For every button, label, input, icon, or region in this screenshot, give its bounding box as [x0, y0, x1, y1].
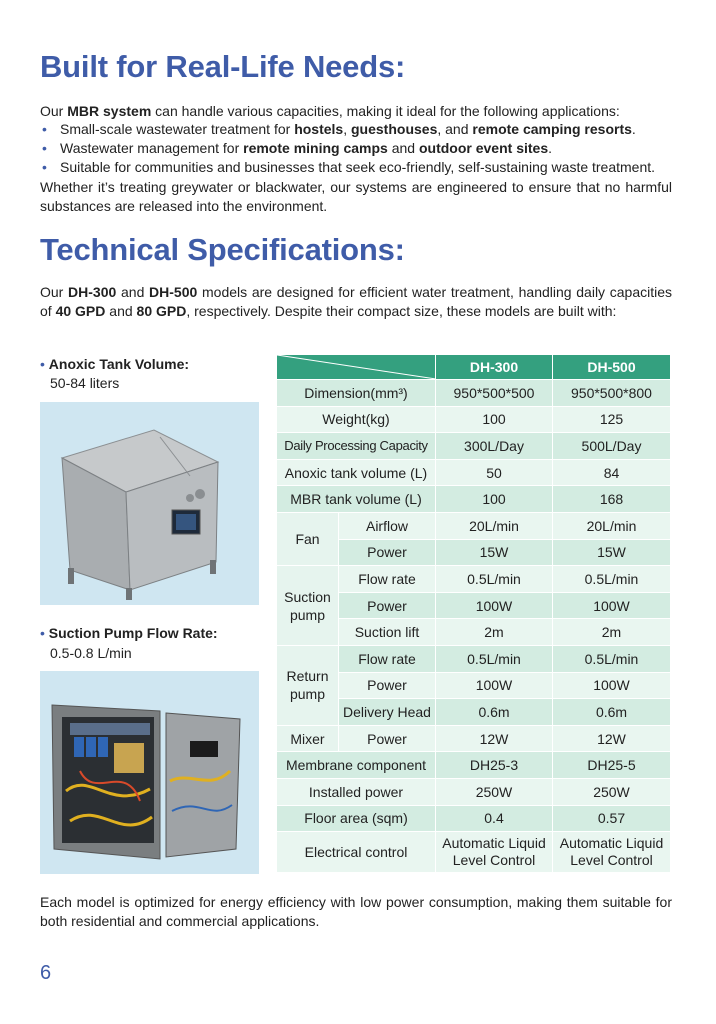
table-row — [277, 726, 671, 752]
cell-dh500: Automatic Liquid Level Control — [553, 832, 671, 872]
group-label-return-pump: Return pump — [277, 646, 339, 725]
environment-paragraph: Whether it’s treating greywater or blackwater, our systems are engineered to ensure that no harmful substances are released into the environment. — [40, 179, 672, 214]
cell-dh500: 0.6m — [553, 699, 671, 725]
row-sublabel: Power — [339, 593, 436, 619]
anoxic-volume-label: • Anoxic Tank Volume: — [40, 356, 190, 372]
table-row — [277, 779, 671, 805]
row-label: Membrane component — [277, 752, 436, 778]
cell-dh300: 12W — [436, 726, 553, 752]
cell-dh500: 2m — [553, 619, 671, 645]
cell-dh300: 2m — [436, 619, 553, 645]
cell-dh500: 250W — [553, 779, 671, 805]
cell-dh300: DH25-3 — [436, 752, 553, 778]
efficiency-paragraph: Each model is optimized for energy efficiency with low power consumption, making them suitable for both residential and commercial applications. — [40, 894, 672, 929]
row-sublabel: Airflow — [339, 513, 436, 539]
cell-dh300: 100 — [436, 486, 553, 512]
cell-dh500: DH25-5 — [553, 752, 671, 778]
table-row — [277, 646, 671, 672]
table-row — [277, 460, 671, 486]
table-header-row — [277, 355, 671, 379]
section-title-technical-specifications: Technical Specifications: — [40, 232, 405, 267]
row-label: MBR tank volume (L) — [277, 486, 436, 512]
cell-dh500: 100W — [553, 673, 671, 699]
table-row — [277, 566, 671, 592]
specs-intro-paragraph: Our DH-300 and DH-500 models are designed for efficient water treatment, handling daily capacities of 40 GPD and 80 GPD, respectively. Despite their compact size, these models are built with: — [40, 284, 673, 319]
header-corner — [277, 355, 436, 379]
row-sublabel: Power — [339, 726, 436, 752]
table-row — [277, 513, 671, 539]
cell-dh500: 950*500*800 — [553, 380, 671, 406]
cell-dh300: Automatic Liquid Level Control — [436, 832, 553, 872]
row-label: Installed power — [277, 779, 436, 805]
cell-dh300: 50 — [436, 460, 553, 486]
header-dh-300: DH-300 — [436, 355, 553, 379]
section-title-real-life-needs: Built for Real-Life Needs: — [40, 49, 406, 84]
tank-unit-photo — [40, 402, 259, 605]
cell-dh500: 15W — [553, 540, 671, 566]
cell-dh300: 100 — [436, 407, 553, 433]
table-row — [277, 380, 671, 406]
cell-dh300: 300L/Day — [436, 433, 553, 459]
group-label-mixer: Mixer — [277, 726, 339, 752]
cell-dh500: 84 — [553, 460, 671, 486]
row-sublabel: Suction lift — [339, 619, 436, 645]
table-row — [277, 806, 671, 832]
control-panel-photo — [40, 671, 259, 874]
row-sublabel: Flow rate — [339, 566, 436, 592]
list-item: • Small-scale wastewater treatment for hostels, guesthouses, and remote camping resorts. — [42, 121, 636, 137]
page-number: 6 — [40, 962, 52, 984]
suction-flow-value: 0.5-0.8 L/min — [50, 645, 132, 661]
list-item: • Wastewater management for remote mining camps and outdoor event sites. — [42, 140, 552, 156]
cell-dh500: 0.5L/min — [553, 566, 671, 592]
cell-dh300: 250W — [436, 779, 553, 805]
cell-dh500: 20L/min — [553, 513, 671, 539]
table-row — [277, 433, 671, 459]
cell-dh300: 20L/min — [436, 513, 553, 539]
cell-dh500: 0.57 — [553, 806, 671, 832]
row-label: Anoxic tank volume (L) — [277, 460, 436, 486]
table-row — [277, 752, 671, 778]
header-dh-500: DH-500 — [553, 355, 671, 379]
cell-dh300: 0.4 — [436, 806, 553, 832]
mbr-intro-paragraph: Our MBR system can handle various capacities, making it ideal for the following applications: — [40, 103, 620, 119]
cell-dh300: 15W — [436, 540, 553, 566]
cell-dh300: 100W — [436, 673, 553, 699]
cell-dh300: 0.5L/min — [436, 646, 553, 672]
list-item: • Suitable for communities and businesses that seek eco-friendly, self-sustaining waste treatment. — [42, 159, 656, 175]
cell-dh500: 12W — [553, 726, 671, 752]
table-row — [277, 407, 671, 433]
row-label: Weight(kg) — [277, 407, 436, 433]
group-label-suction-pump: Suction pump — [277, 566, 339, 645]
row-label: Electrical control — [277, 832, 436, 872]
row-sublabel: Power — [339, 673, 436, 699]
applications-list — [40, 120, 672, 177]
row-sublabel: Flow rate — [339, 646, 436, 672]
cell-dh500: 168 — [553, 486, 671, 512]
cell-dh500: 500L/Day — [553, 433, 671, 459]
cell-dh300: 100W — [436, 593, 553, 619]
row-sublabel: Delivery Head — [339, 699, 436, 725]
row-label: Daily Processing Capacity — [277, 433, 436, 459]
cell-dh500: 0.5L/min — [553, 646, 671, 672]
cell-dh300: 950*500*500 — [436, 380, 553, 406]
table-row — [277, 486, 671, 512]
technical-specifications-table — [277, 354, 671, 873]
row-sublabel: Power — [339, 540, 436, 566]
cell-dh300: 0.5L/min — [436, 566, 553, 592]
cell-dh500: 125 — [553, 407, 671, 433]
suction-flow-label: • Suction Pump Flow Rate: — [40, 625, 218, 641]
row-label: Floor area (sqm) — [277, 806, 436, 832]
cell-dh300: 0.6m — [436, 699, 553, 725]
row-label: Dimension(mm³) — [277, 380, 436, 406]
group-label-fan: Fan — [277, 513, 339, 565]
cell-dh500: 100W — [553, 593, 671, 619]
table-row — [277, 832, 671, 872]
anoxic-volume-value: 50-84 liters — [50, 375, 120, 391]
